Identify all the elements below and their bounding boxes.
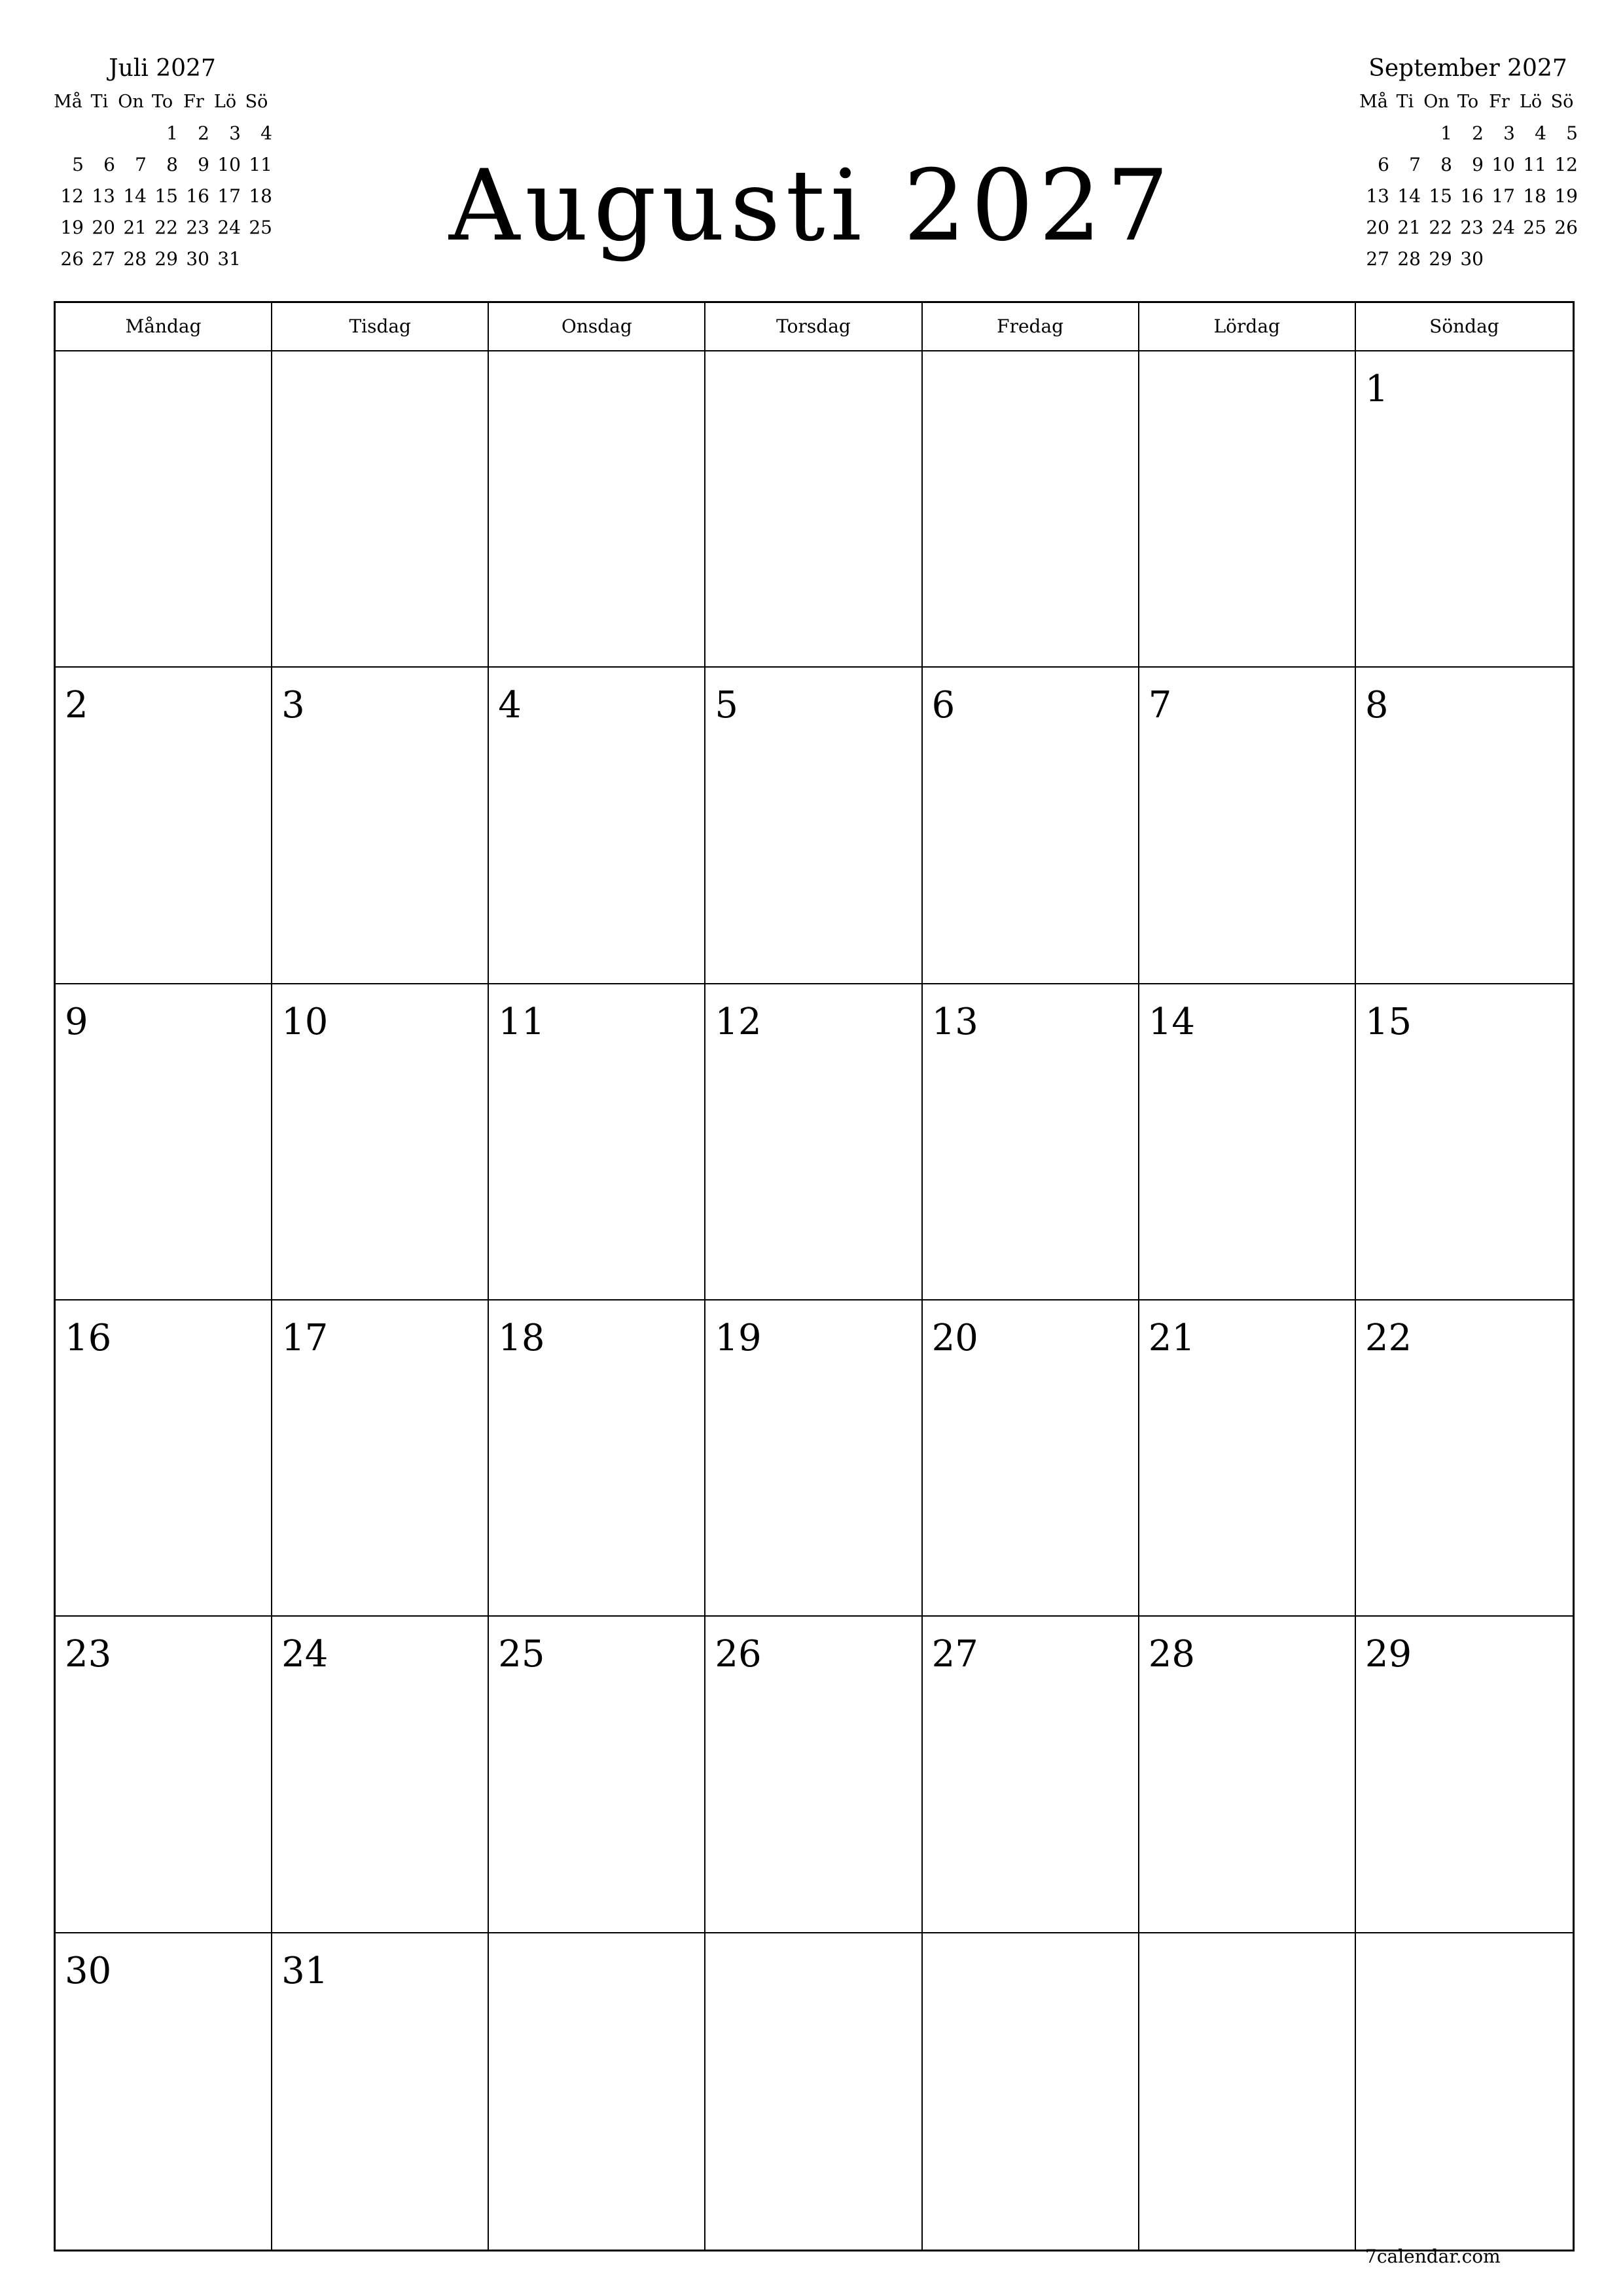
day-number: 28: [1148, 1633, 1195, 1676]
day-number: 31: [281, 1949, 329, 1992]
weekday-header: Onsdag: [489, 303, 705, 350]
mini-day: 31: [217, 248, 241, 270]
mini-day: 26: [1554, 217, 1578, 238]
mini-day: 5: [72, 154, 84, 175]
mini-weekday: On: [118, 92, 144, 112]
day-cell: [1356, 1300, 1573, 1617]
mini-day: 12: [60, 185, 84, 207]
mini-calendar-title: Juli 2027: [109, 55, 216, 82]
day-number: 4: [498, 684, 522, 727]
day-number: 25: [498, 1633, 545, 1676]
mini-day: 30: [1460, 248, 1484, 270]
weekday-header: Lördag: [1139, 303, 1356, 350]
day-cell: [272, 1933, 489, 2250]
mini-day: 24: [217, 217, 241, 238]
weekday-header: Torsdag: [705, 303, 922, 350]
mini-weekday: Sö: [245, 92, 268, 112]
day-cell: [56, 984, 272, 1300]
mini-weekday: To: [1457, 92, 1479, 112]
mini-day: 17: [217, 185, 241, 207]
month-calendar-grid: [54, 301, 1575, 2251]
weekday-header: Fredag: [923, 303, 1139, 350]
site-watermark: 7calendar.com: [1365, 2246, 1501, 2267]
mini-day: 27: [1366, 248, 1389, 270]
mini-day: 8: [1440, 154, 1452, 175]
day-number: 7: [1148, 684, 1172, 727]
mini-day: 25: [1523, 217, 1546, 238]
day-number: 15: [1364, 1000, 1412, 1043]
day-cell: [1356, 668, 1573, 984]
day-number: 6: [931, 684, 955, 727]
mini-day: 19: [1554, 185, 1578, 207]
day-cell: [923, 351, 1139, 668]
mini-day: 18: [249, 185, 272, 207]
mini-weekday: Må: [54, 92, 82, 112]
day-cell: [56, 668, 272, 984]
day-cell: [1356, 1617, 1573, 1933]
mini-weekday: Lö: [1519, 92, 1543, 112]
mini-day: 5: [1566, 122, 1578, 144]
day-cell: [1139, 984, 1356, 1300]
day-cell: [1139, 1933, 1356, 2250]
weekday-header: Tisdag: [272, 303, 489, 350]
day-cell: [272, 1617, 489, 1933]
day-cell: [1139, 1617, 1356, 1933]
mini-day: 7: [1409, 154, 1421, 175]
mini-weekday: Lö: [213, 92, 237, 112]
day-number: 23: [65, 1633, 112, 1676]
mini-day: 26: [60, 248, 84, 270]
mini-day: 25: [249, 217, 272, 238]
mini-weekday: Fr: [183, 92, 204, 112]
mini-weekday: Sö: [1550, 92, 1574, 112]
day-cell: [705, 1617, 922, 1933]
page-title: Augusti 2027: [448, 149, 1175, 263]
day-number: 19: [715, 1317, 762, 1359]
mini-day: 6: [1378, 154, 1389, 175]
day-number: 13: [931, 1000, 978, 1043]
day-number: 17: [281, 1317, 329, 1359]
day-cell: [272, 1300, 489, 1617]
mini-day: 2: [198, 122, 209, 144]
mini-day: 19: [60, 217, 84, 238]
mini-day: 3: [1503, 122, 1515, 144]
mini-day: 10: [217, 154, 241, 175]
day-number: 29: [1364, 1633, 1412, 1676]
mini-day: 14: [123, 185, 147, 207]
day-cell: [56, 351, 272, 668]
mini-weekday: To: [151, 92, 173, 112]
mini-day: 28: [123, 248, 147, 270]
day-cell: [923, 1617, 1139, 1933]
day-number: 11: [498, 1000, 545, 1043]
mini-day: 16: [186, 185, 209, 207]
mini-weekday: Ti: [90, 92, 109, 112]
mini-day: 1: [166, 122, 178, 144]
mini-day: 17: [1491, 185, 1515, 207]
mini-day: 1: [1440, 122, 1452, 144]
day-cell: [56, 1617, 272, 1933]
mini-day: 6: [103, 154, 115, 175]
mini-day: 8: [166, 154, 178, 175]
mini-day: 22: [1429, 217, 1452, 238]
mini-day: 11: [249, 154, 272, 175]
mini-day: 12: [1554, 154, 1578, 175]
mini-day: 29: [1429, 248, 1452, 270]
day-cell: [1139, 1300, 1356, 1617]
mini-day: 11: [1523, 154, 1546, 175]
mini-day: 13: [1366, 185, 1389, 207]
day-cell: [705, 984, 922, 1300]
day-number: 10: [281, 1000, 329, 1043]
day-number: 16: [65, 1317, 112, 1359]
mini-weekday: Fr: [1489, 92, 1510, 112]
day-number: 2: [65, 684, 88, 727]
weekday-header: Måndag: [56, 303, 272, 350]
day-cell: [923, 984, 1139, 1300]
day-number: 22: [1364, 1317, 1412, 1359]
mini-weekday: Må: [1359, 92, 1388, 112]
mini-day: 21: [123, 217, 147, 238]
day-cell: [1139, 351, 1356, 668]
day-cell: [272, 351, 489, 668]
day-cell: [272, 668, 489, 984]
mini-day: 15: [1429, 185, 1452, 207]
mini-day: 22: [154, 217, 178, 238]
mini-day: 20: [1366, 217, 1389, 238]
day-number: 24: [281, 1633, 329, 1676]
day-cell: [705, 351, 922, 668]
mini-day: 10: [1491, 154, 1515, 175]
day-cell: [489, 1617, 705, 1933]
day-cell: [705, 668, 922, 984]
mini-day: 28: [1397, 248, 1421, 270]
mini-day: 24: [1491, 217, 1515, 238]
mini-day: 14: [1397, 185, 1421, 207]
day-cell: [56, 1933, 272, 2250]
mini-day: 30: [186, 248, 209, 270]
day-cell: [489, 984, 705, 1300]
day-cell: [56, 1300, 272, 1617]
day-number: 26: [715, 1633, 762, 1676]
day-number: 8: [1364, 684, 1389, 727]
day-cell: [489, 351, 705, 668]
day-number: 14: [1148, 1000, 1195, 1043]
day-cell: [705, 1933, 922, 2250]
day-number: 18: [498, 1317, 545, 1359]
day-number: 27: [931, 1633, 978, 1676]
mini-day: 16: [1460, 185, 1484, 207]
mini-day: 20: [92, 217, 115, 238]
day-cell: [923, 1300, 1139, 1617]
mini-day: 23: [186, 217, 209, 238]
mini-day: 9: [198, 154, 209, 175]
day-number: 3: [281, 684, 305, 727]
mini-day: 13: [92, 185, 115, 207]
mini-day: 18: [1523, 185, 1546, 207]
day-number: 9: [65, 1000, 88, 1043]
day-number: 12: [715, 1000, 762, 1043]
day-cell: [1356, 984, 1573, 1300]
mini-day: 7: [135, 154, 147, 175]
day-number: 5: [715, 684, 739, 727]
mini-day: 3: [229, 122, 241, 144]
mini-day: 23: [1460, 217, 1484, 238]
mini-day: 27: [92, 248, 115, 270]
day-cell: [1139, 668, 1356, 984]
mini-day: 2: [1472, 122, 1484, 144]
day-cell: [489, 1300, 705, 1617]
day-cell: [923, 668, 1139, 984]
day-cell: [489, 668, 705, 984]
weeks-grid: [56, 351, 1573, 2250]
mini-day: 15: [154, 185, 178, 207]
mini-day: 29: [154, 248, 178, 270]
day-number: 30: [65, 1949, 112, 1992]
mini-day: 4: [260, 122, 272, 144]
weekday-header-row: [56, 303, 1573, 351]
day-cell: [705, 1300, 922, 1617]
mini-day: 9: [1472, 154, 1484, 175]
day-number: 1: [1364, 368, 1389, 410]
day-cell: [272, 984, 489, 1300]
mini-weekday: On: [1423, 92, 1450, 112]
day-cell: [923, 1933, 1139, 2250]
mini-day: 4: [1535, 122, 1546, 144]
day-cell: [489, 1933, 705, 2250]
day-cell: [1356, 351, 1573, 668]
day-cell: [1356, 1933, 1573, 2250]
mini-weekday: Ti: [1396, 92, 1414, 112]
weekday-header: Söndag: [1429, 315, 1499, 337]
day-number: 20: [931, 1317, 978, 1359]
day-number: 21: [1148, 1317, 1195, 1359]
mini-day: 21: [1397, 217, 1421, 238]
mini-calendar-title: September 2027: [1368, 55, 1567, 82]
